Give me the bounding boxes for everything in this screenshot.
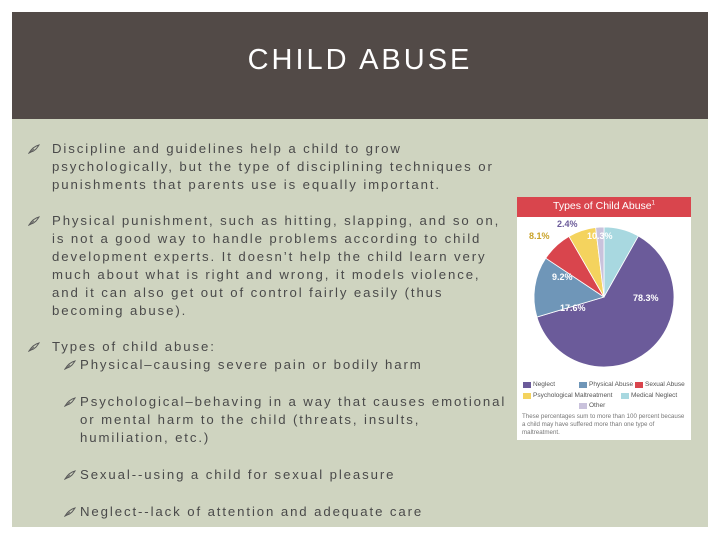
title-bar [12, 12, 708, 119]
label-other: 2.4% [557, 219, 578, 229]
feather-bullet-icon [28, 144, 40, 154]
legend-physical: Physical Abuse [589, 381, 634, 388]
legend-swatch-medical [621, 393, 629, 399]
sub-bullet-text: Psychological–behaving in a way that causes emotional or mental harm to the child (threats, insults, humiliation, etc.) [80, 394, 507, 445]
legend-other: Other [589, 402, 606, 409]
bullet-list [22, 140, 512, 521]
slide [12, 12, 708, 527]
label-medical-neglect: 10.3% [587, 231, 613, 241]
legend-swatch-sexual [635, 382, 643, 388]
label-physical-abuse: 17.6% [560, 303, 586, 313]
legend-swatch-other [579, 403, 587, 409]
bullet-text: Discipline and guidelines help a child to grow psychologically, but the type of disciplining techniques or punishments that parents use is equally important. [52, 141, 494, 192]
feather-bullet-icon [64, 470, 76, 480]
label-neglect: 78.3% [633, 293, 659, 303]
feather-bullet-icon [64, 507, 76, 517]
chart-title-bar [517, 197, 691, 217]
legend-medical: Medical Neglect [631, 392, 678, 399]
bullet-item [22, 140, 512, 194]
bullet-text: Physical punishment, such as hitting, slapping, and so on, is not a good way to handle problems according to child development experts. It doesn’t help the child learn very much about what is right and wrong, it models violence, and it can also get out of control fairly easily (thus becoming abuse). [52, 213, 501, 318]
feather-bullet-icon [64, 397, 76, 407]
chart-title: Types of Child Abuse$^1$ [553, 200, 655, 212]
legend-swatch-psychological [523, 393, 531, 399]
sub-bullet-item [52, 393, 512, 447]
chart-footnote: These percentages sum to more than 100 percent because a child may have suffered more than one type of maltreatment. [522, 413, 685, 436]
sub-bullet-item [52, 466, 512, 484]
sub-bullet-item [52, 356, 512, 374]
feather-bullet-icon [64, 360, 76, 370]
legend-psychological: Psychological Maltreatment [533, 392, 613, 399]
legend-swatch-neglect [523, 382, 531, 388]
legend-neglect: Neglect [533, 381, 556, 388]
bullet-text: Types of child abuse: [52, 339, 216, 354]
sub-bullet-item [52, 503, 512, 521]
legend-sexual: Sexual Abuse [645, 381, 685, 388]
legend-swatch-physical [579, 382, 587, 388]
bullet-item [22, 212, 512, 320]
feather-bullet-icon [28, 216, 40, 226]
sub-bullet-text: Neglect--lack of attention and adequate care [80, 504, 424, 519]
label-psychological: 8.1% [529, 231, 550, 241]
label-sexual-abuse: 9.2% [552, 272, 573, 282]
pie-chart-figure [517, 197, 691, 440]
slide-title: CHILD ABUSE [247, 44, 473, 76]
bullet-item [22, 338, 512, 521]
sub-bullet-text: Physical–causing severe pain or bodily harm [80, 357, 423, 372]
sub-bullet-text: Sexual--using a child for sexual pleasure [80, 467, 396, 482]
feather-bullet-icon [28, 342, 40, 352]
